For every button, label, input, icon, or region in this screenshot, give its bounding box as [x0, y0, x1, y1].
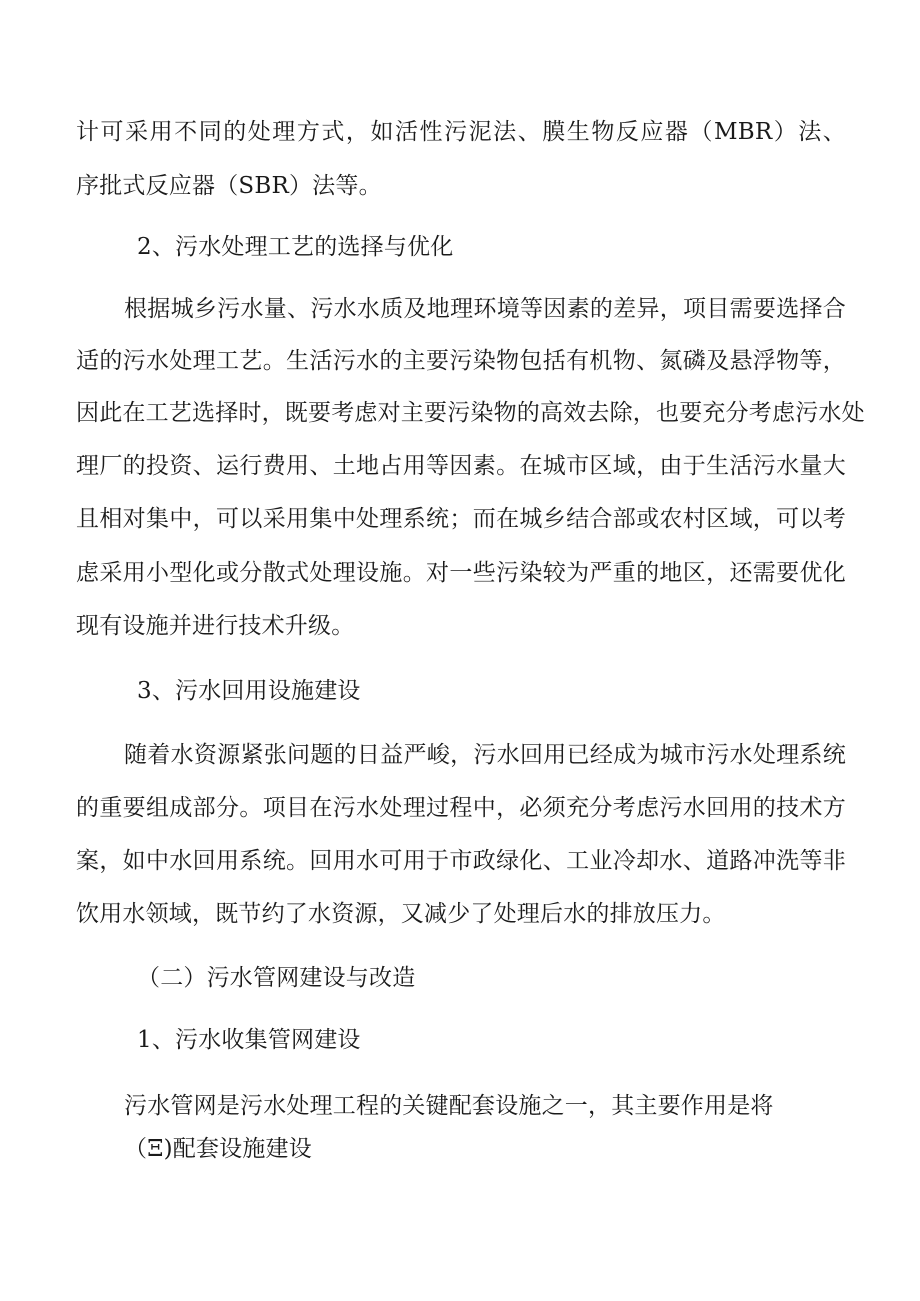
section-3-line-1: 随着水资源紧张问题的日益严峻，污水回用已经成为城市污水处理系统	[124, 742, 846, 768]
part-2-heading: （二）污水管网建设与改造	[137, 965, 416, 991]
section-2-line-6: 虑采用小型化或分散式处理设施。对一些污染较为严重的地区，还需要优化	[76, 560, 846, 586]
section-2-line-4: 理厂的投资、运行费用、土地占用等因素。在城市区域，由于生活污水量大	[76, 453, 846, 479]
section-2-line-2: 适的污水处理工艺。生活污水的主要污染物包括有机物、氮磷及悬浮物等，	[76, 348, 846, 374]
section-2-line-7: 现有设施并进行技术升级。	[76, 613, 355, 639]
intro-line-2: 序批式反应器（SBR）法等。	[76, 173, 382, 199]
section-3-line-3: 案，如中水回用系统。回用水可用于市政绿化、工业冷却水、道路冲洗等非	[76, 848, 846, 874]
intro-line-1: 计可采用不同的处理方式，如活性污泥法、膜生物反应器（MBR）法、	[76, 119, 846, 145]
subsection-1-heading: 1、污水收集管网建设	[137, 1027, 361, 1053]
section-2-line-3: 因此在工艺选择时，既要考虑对主要污染物的高效去除，也要充分考虑污水处	[76, 400, 865, 426]
section-2-line-1: 根据城乡污水量、污水水质及地理环境等因素的差异，项目需要选择合	[124, 296, 846, 322]
section-2-heading: 2、污水处理工艺的选择与优化	[137, 234, 454, 260]
section-3-line-2: 的重要组成部分。项目在污水处理过程中，必须充分考虑污水回用的技术方	[76, 795, 846, 821]
section-2-line-5: 且相对集中，可以采用集中处理系统；而在城乡结合部或农村区域，可以考	[76, 506, 846, 532]
section-3-heading: 3、污水回用设施建设	[137, 678, 361, 704]
subsection-1-line-1: 污水管网是污水处理工程的关键配套设施之一，其主要作用是将	[124, 1093, 774, 1119]
section-3-line-4: 饮用水领域，既节约了水资源，又减少了处理后水的排放压力。	[76, 901, 726, 927]
part-3-heading: （Ξ)配套设施建设	[124, 1136, 312, 1162]
